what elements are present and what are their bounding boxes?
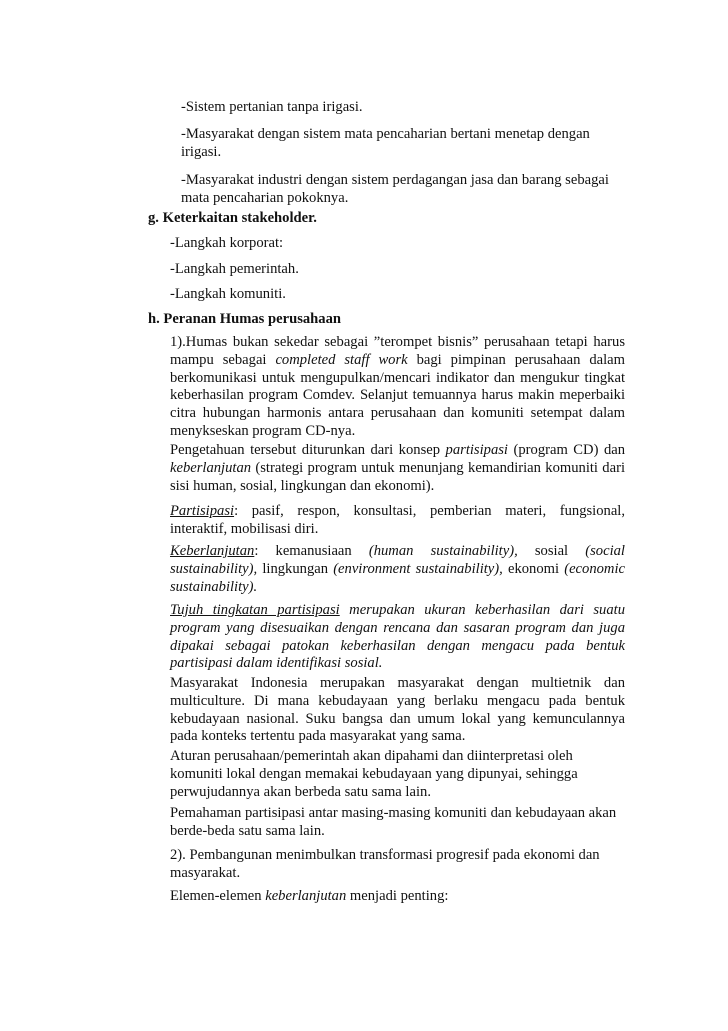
paragraph-elemen xyxy=(170,888,625,906)
paragraph-masyarakat-indonesia: Masyarakat Indonesia merupakan masyarakat dengan multietnik dan multiculture. Di mana kebudayaan yang berlaku mengacu pada bentuk kebudayaan nasional. Suku bangsa dan umum lokal yang kemunculannya pada konteks tertentu pada masyarakat yang sama. xyxy=(170,675,625,745)
text-italic: (social sustainability), xyxy=(170,543,625,577)
text-italic: keberlanjutan xyxy=(170,459,252,476)
text: 1).Humas bukan sekedar sebagai ”terompet bisnis” perusahaan tetapi harus mampu sebagai xyxy=(170,334,625,368)
text: Elemen-elemen xyxy=(170,888,266,904)
text-italic: partisipasi xyxy=(445,442,508,458)
text-italic: (economic sustainability). xyxy=(170,560,625,595)
paragraph-humas xyxy=(170,334,625,441)
section-heading-h: h. Peranan Humas perusahaan xyxy=(148,311,341,327)
list-item: -Langkah komuniti. xyxy=(170,286,286,302)
paragraph-aturan: Aturan perusahaan/pemerintah akan dipahami dan diinterpretasi oleh komuniti lokal dengan memakai kebudayaan yang dipunyai, sehingga perwujudannya akan berbeda satu sama lain. xyxy=(170,748,578,800)
list-item: -Langkah pemerintah. xyxy=(170,261,299,277)
term-underlined: Keberlanjutan xyxy=(170,543,255,559)
term-underlined: Tujuh tingkatan partisipasi xyxy=(170,602,340,618)
paragraph-partisipasi xyxy=(170,503,625,539)
text: lingkungan xyxy=(257,560,334,577)
paragraph-tujuh-tingkatan xyxy=(170,602,625,673)
paragraph-keberlanjutan xyxy=(170,543,625,596)
text: Pengetahuan tersebut diturunkan dari konsep xyxy=(170,442,446,458)
text-italic: completed staff work xyxy=(275,351,408,368)
list-item: -Masyarakat industri dengan sistem perdagangan jasa dan barang sebagai mata pencaharian pokoknya. xyxy=(181,172,609,206)
text-italic: keberlanjutan xyxy=(265,888,347,904)
text: sosial xyxy=(517,543,586,559)
list-item: -Masyarakat dengan sistem mata pencaharian bertani menetap dengan irigasi. xyxy=(181,126,590,160)
term-underlined: Partisipasi xyxy=(170,503,235,519)
text: (strategi program untuk menunjang kemandirian komuniti dari sisi human, sosial, lingkungan dan ekonomi). xyxy=(170,459,625,494)
text: : kemanusiaan xyxy=(254,543,369,559)
text: bagi pimpinan perusahaan dalam berkomunikasi untuk mengupulkan/mencari indikator dan mengukur tingkat keberhasilan program Comdev. Selanjut temuannya harus makin meperbaiki citra hubungan harmonis antara perusahaan dan komuniti setempat dalam menykseskan program CD-nya. xyxy=(170,351,625,439)
list-item: -Langkah korporat: xyxy=(170,235,284,251)
text: (program CD) dan xyxy=(508,442,626,458)
text: menjadi penting: xyxy=(346,888,449,904)
paragraph-pemahaman: Pemahaman partisipasi antar masing-masing komuniti dan kebudayaan akan berde-beda satu sama lain. xyxy=(170,805,617,839)
paragraph-pengetahuan xyxy=(170,442,625,495)
text-italic: (environment sustainability), xyxy=(333,560,503,577)
text: : pasif, respon, konsultasi, pemberian materi, fungsional, interaktif, mobilisasi diri. xyxy=(170,503,625,537)
text-italic: (human sustainability), xyxy=(368,543,518,559)
text: ekonomi xyxy=(502,560,565,577)
text-italic: merupakan ukuran keberhasilan dari suatu program yang disesuaikan dengan rencana dan sasaran program dan juga dipakai sebagai patokan keberhasilan dengan mengacu pada bentuk partisipasi dalam identifikasi sosial. xyxy=(170,602,625,672)
paragraph-pembangunan: 2). Pembangunan menimbulkan transformasi progresif pada ekonomi dan masyarakat. xyxy=(170,847,600,881)
list-item: -Sistem pertanian tanpa irigasi. xyxy=(181,99,363,115)
section-heading-g: g. Keterkaitan stakeholder. xyxy=(148,210,317,226)
